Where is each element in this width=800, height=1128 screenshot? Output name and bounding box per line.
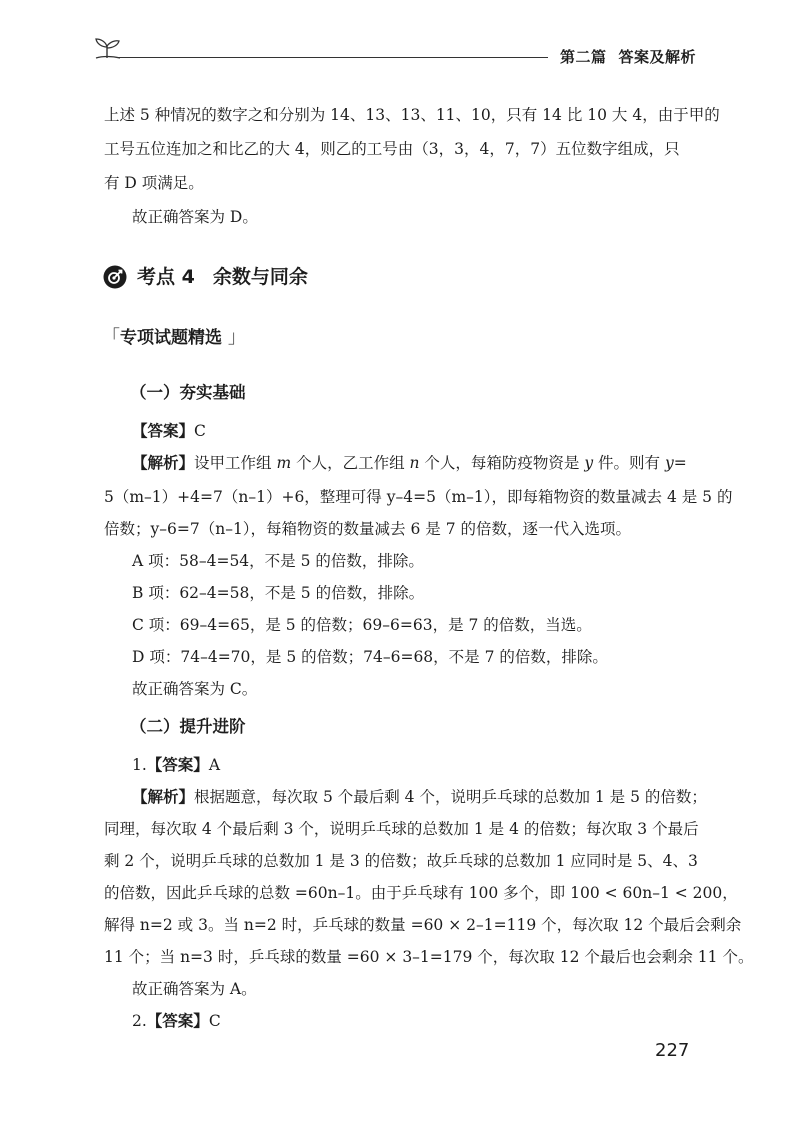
answer-value: C (208, 1012, 221, 1030)
answer-value: A (208, 756, 221, 774)
text-run: 根据题意，每次取 5 个最后剩 4 个，说明乒乓球的总数加 1 是 5 的倍数； (194, 788, 707, 806)
section-title (102, 323, 246, 353)
q1-conclusion: 故正确答案为 A。 (132, 980, 257, 998)
var-m: m (276, 454, 292, 472)
q1-analysis-line-1 (132, 781, 726, 813)
text-run: = (673, 454, 687, 472)
part1-conclusion: 故正确答案为 C。 (132, 680, 258, 698)
option-c: C 项：69–4=65，是 5 的倍数；69–6=63，是 7 的倍数，当选。 (132, 616, 592, 634)
text-run: 设甲工作组 (194, 454, 277, 472)
part1-answer (132, 415, 726, 447)
option-b: B 项：62–4=58，不是 5 的倍数，排除。 (132, 584, 425, 602)
q2-number: 2. (132, 1012, 147, 1030)
kaodian-title: 余数与同余 (212, 266, 308, 288)
q1-analysis-line-4: 的倍数，因此乒乓球的总数 =60n–1。由于乒乓球有 100 多个，即 100 < 60n–1 < 200， (104, 884, 738, 902)
target-badge-icon (103, 265, 127, 289)
page-number: 227 (655, 1040, 690, 1061)
q1-analysis-line-2: 同理，每次取 4 个最后剩 3 个，说明乒乓球的总数加 1 是 4 的倍数；每次取 3 个最后 (104, 820, 699, 838)
q1-analysis-line-3: 剩 2 个，说明乒乓球的总数加 1 是 3 的倍数；故乒乓球的总数加 1 应同时是 5、4、3 (104, 852, 698, 870)
part2-heading: （二）提升进阶 (130, 717, 246, 736)
header-title: 答案及解析 (618, 48, 697, 66)
q2-answer (132, 1005, 726, 1037)
answer-label: 【答案】 (146, 1012, 209, 1030)
part1-heading: （一）夯实基础 (130, 383, 246, 402)
intro-line-2: 工号五位连加之和比乙的大 4，则乙的工号由（3，3，4，7，7）五位数字组成，只 (104, 140, 680, 158)
bracket-close: 」 (227, 327, 246, 348)
answer-value: C (194, 422, 206, 440)
q1-analysis-line-5: 解得 n=2 或 3。当 n=2 时，乒乓球的数量 =60 × 2–1=119 个，每次取 12 个最后会剩余 (104, 916, 742, 934)
option-a: A 项：58–4=54，不是 5 的倍数，排除。 (132, 552, 424, 570)
answer-label: 【答案】 (132, 422, 195, 440)
q1-number: 1. (132, 756, 147, 774)
header-rule (118, 57, 548, 58)
var-n: n (409, 454, 420, 472)
part1-analysis-line-2: 5（m–1）+4=7（n–1）+6，整理可得 y–4=5（m–1），即每箱物资的数量减去 4 是 5 的 (104, 488, 733, 506)
text-run: 个人，乙工作组 (291, 454, 410, 472)
var-y: y (584, 454, 594, 472)
analysis-label: 【解析】 (132, 454, 195, 472)
text-run: 件。则有 (593, 454, 665, 472)
header-part: 第二篇 (560, 48, 607, 66)
part1-analysis-line-3: 倍数；y–6=7（n–1），每箱物资的数量减去 6 是 7 的倍数，逐一代入选项。 (104, 520, 631, 538)
q1-answer (132, 749, 726, 781)
option-d: D 项：74–4=70，是 5 的倍数；74–6=68，不是 7 的倍数，排除。 (132, 648, 608, 666)
kaodian-heading (103, 262, 308, 292)
analysis-label: 【解析】 (132, 788, 195, 806)
answer-label: 【答案】 (146, 756, 209, 774)
running-header (560, 46, 696, 67)
intro-conclusion: 故正确答案为 D。 (132, 208, 258, 226)
bracket-open: 「 (102, 327, 120, 348)
intro-line-1: 上述 5 种情况的数字之和分别为 14、13、13、11、10，只有 14 比 10 大 4，由于甲的 (104, 106, 720, 124)
part1-analysis-line-1 (132, 447, 726, 479)
intro-line-3: 有 D 项满足。 (104, 174, 204, 192)
q1-analysis-line-6: 11 个；当 n=3 时，乒乓球的数量 =60 × 3–1=179 个，每次取 12 个最后也会剩余 11 个。 (104, 948, 754, 966)
var-y: y (664, 454, 674, 472)
section-title-text: 专项试题精选 (120, 328, 222, 348)
kaodian-label: 考点 4 (137, 266, 195, 288)
text-run: 个人，每箱防疫物资是 (419, 454, 585, 472)
